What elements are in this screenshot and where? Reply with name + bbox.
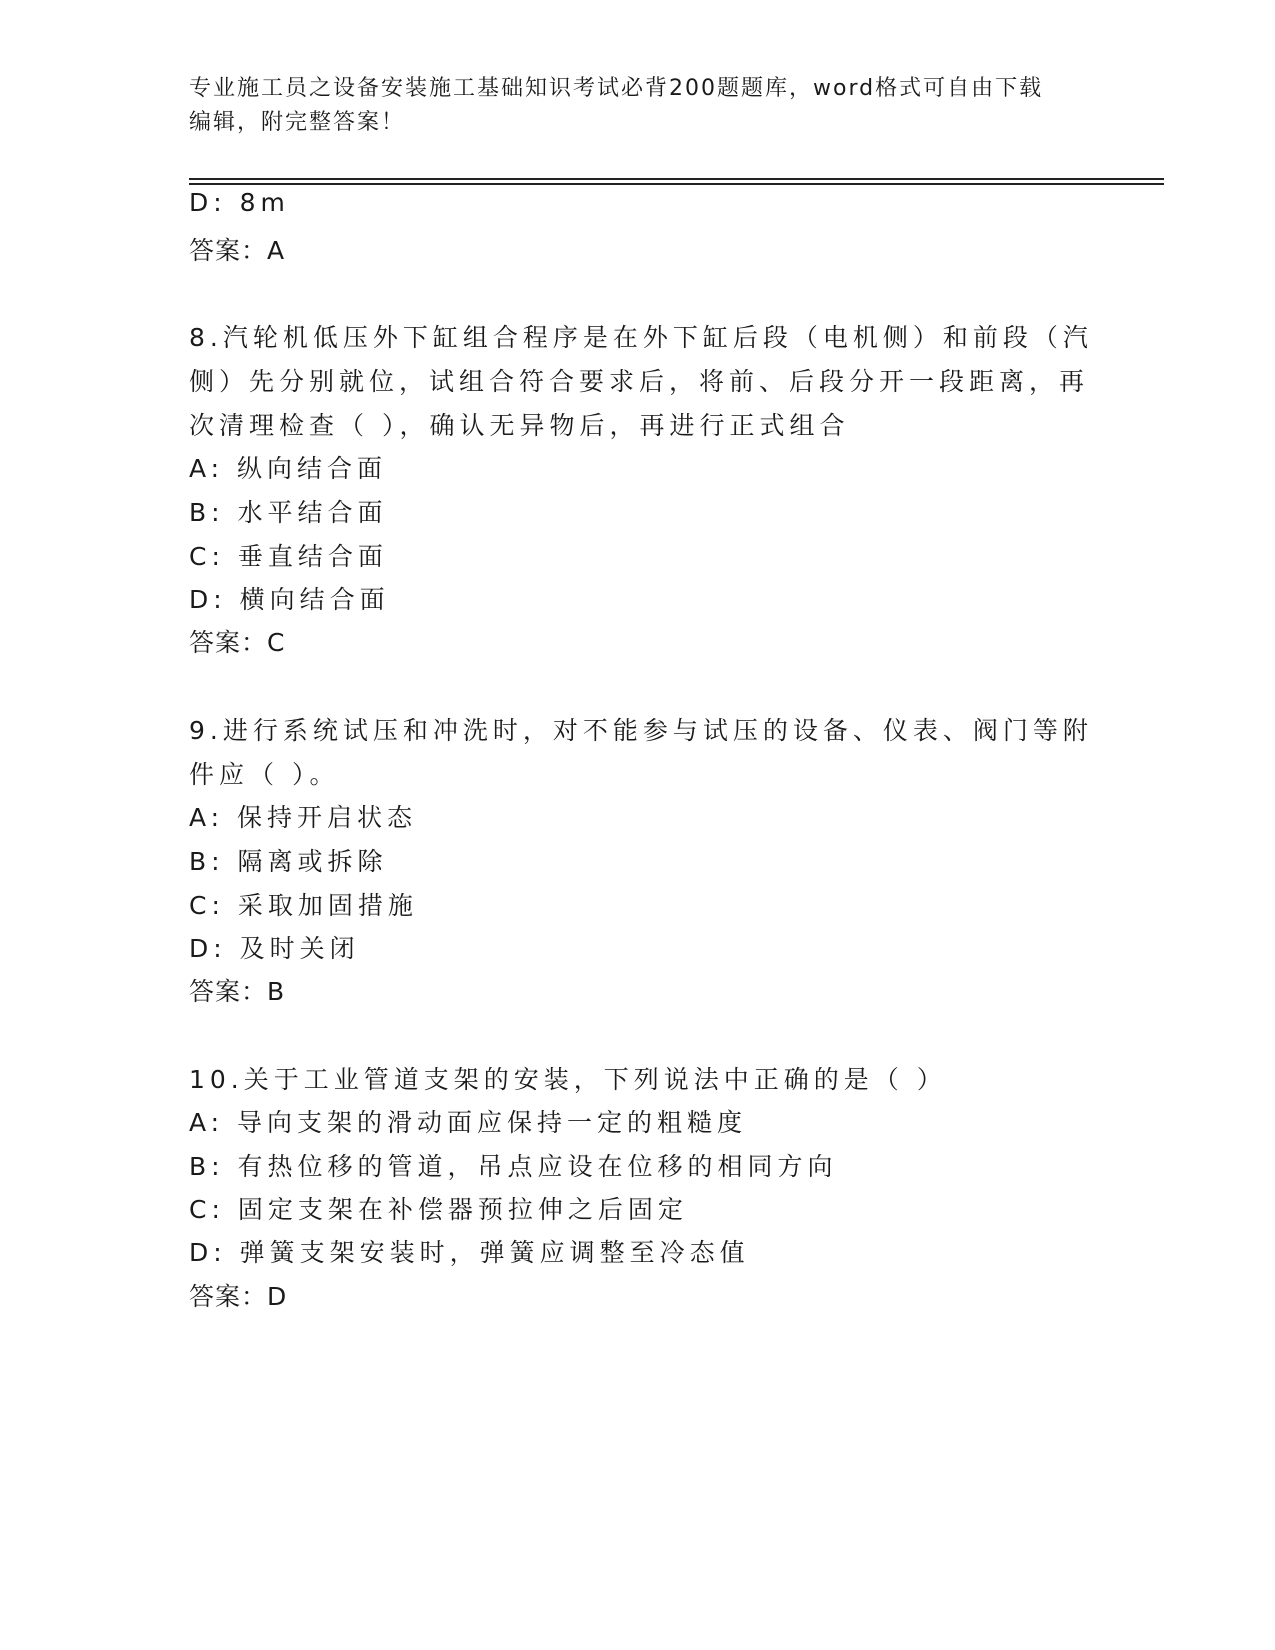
- answer: 答案：B: [189, 977, 286, 1006]
- option-d: D: 及时关闭: [189, 934, 360, 963]
- question-stem-line-3: 次清理检查（ ），确认无异物后，再进行正式组合: [189, 411, 850, 440]
- option-a: A: 导向支架的滑动面应保持一定的粗糙度: [189, 1108, 748, 1137]
- option-d: D: 弹簧支架安装时，弹簧应调整至冷态值: [189, 1238, 750, 1267]
- option-a: A: 保持开启状态: [189, 803, 418, 832]
- option-c: C: 采取加固措施: [189, 891, 418, 920]
- option-d: D: 横向结合面: [189, 585, 390, 614]
- document-title: [189, 72, 1089, 140]
- option-b: B: 隔离或拆除: [189, 847, 388, 876]
- question-stem-line-2: 件应（ ）。: [189, 760, 340, 789]
- question-stem-line-1: 10.关于工业管道支架的安装，下列说法中正确的是（ ）: [189, 1065, 947, 1094]
- header-divider-bottom: [189, 183, 1164, 185]
- document-title-line-2: 编辑，附完整答案！: [189, 110, 406, 135]
- answer: 答案：D: [189, 1282, 288, 1311]
- option-c: C: 固定支架在补偿器预拉伸之后固定: [189, 1195, 688, 1224]
- question-stem-line-1: 9.进行系统试压和冲洗时，对不能参与试压的设备、仪表、阀门等附: [189, 716, 1093, 745]
- option-d: D: 8m: [189, 188, 290, 217]
- question-stem-line-2: 侧）先分别就位，试组合符合要求后，将前、后段分开一段距离，再: [189, 367, 1090, 396]
- answer: 答案：C: [189, 628, 286, 657]
- header-divider-top: [189, 178, 1164, 180]
- option-a: A: 纵向结合面: [189, 454, 388, 483]
- question-stem-line-1: 8.汽轮机低压外下缸组合程序是在外下缸后段（电机侧）和前段（汽: [189, 323, 1093, 352]
- option-b: B: 水平结合面: [189, 498, 388, 527]
- option-c: C: 垂直结合面: [189, 542, 388, 571]
- answer: 答案：A: [189, 236, 286, 265]
- option-b: B: 有热位移的管道，吊点应设在位移的相同方向: [189, 1152, 838, 1181]
- document-title-line-1: 专业施工员之设备安装施工基础知识考试必背200题题库，word格式可自由下载: [189, 76, 1044, 101]
